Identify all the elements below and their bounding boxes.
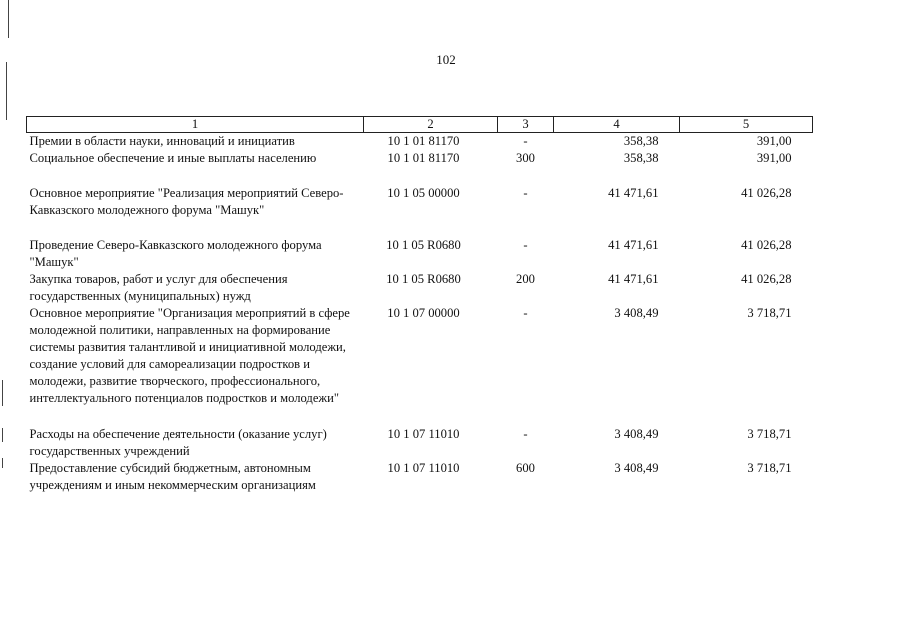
row-code: 10 1 05 R0680 (386, 238, 461, 252)
row-code: 10 1 05 R0680 (386, 272, 461, 286)
header-row (27, 117, 813, 133)
row-value-4: 3 408,49 (614, 306, 659, 320)
row-code: 10 1 07 00000 (387, 306, 460, 320)
page-number: 102 (436, 52, 456, 67)
row-code: 10 1 01 81170 (387, 134, 460, 148)
row-name: Основное мероприятие "Организация мероприятий в сфере молодежной политики, направленных на формирование системы развития талантливой и инициативной молодежи, создание условий для самореализации подростков и молодежи, развитие творческого, профессионального, интеллектуального потенциалов подростков и молодежи" (29, 306, 350, 405)
row-value-5: 391,00 (756, 134, 792, 148)
row-type: - (523, 238, 528, 252)
table-row (27, 237, 813, 271)
margin-mark (8, 0, 9, 38)
table-row (27, 271, 813, 305)
spacer-row (27, 167, 813, 185)
table-row (27, 133, 813, 151)
row-value-4: 41 471,61 (608, 238, 659, 252)
row-value-4: 41 471,61 (608, 186, 659, 200)
row-value-4: 3 408,49 (614, 427, 659, 441)
row-value-5: 41 026,28 (741, 238, 792, 252)
row-value-5: 3 718,71 (747, 461, 792, 475)
margin-mark (2, 380, 3, 406)
margin-mark (2, 428, 3, 442)
margin-mark (2, 458, 3, 468)
row-type: - (523, 134, 528, 148)
table-row (27, 305, 813, 407)
row-value-5: 41 026,28 (741, 186, 792, 200)
row-name: Социальное обеспечение и иные выплаты населению (29, 151, 317, 165)
row-value-5: 41 026,28 (741, 272, 792, 286)
row-type: - (523, 306, 528, 320)
row-name: Предоставление субсидий бюджетным, автономным учреждениям и иным некоммерческим организациям (29, 461, 316, 492)
row-value-5: 3 718,71 (747, 427, 792, 441)
row-value-4: 41 471,61 (608, 272, 659, 286)
margin-mark (6, 62, 7, 120)
row-value-4: 358,38 (623, 134, 659, 148)
spacer-row (27, 219, 813, 237)
row-value-4: 3 408,49 (614, 461, 659, 475)
row-value-5: 391,00 (756, 151, 792, 165)
budget-table (26, 116, 813, 494)
column-header: 2 (364, 117, 498, 133)
row-name: Закупка товаров, работ и услуг для обеспечения государственных (муниципальных) нужд (29, 272, 288, 303)
spacer-row (27, 407, 813, 426)
row-code: 10 1 07 11010 (387, 427, 460, 441)
row-code: 10 1 01 81170 (387, 151, 460, 165)
table-row (27, 185, 813, 219)
row-name: Основное мероприятие "Реализация мероприятий Северо-Кавказского молодежного форума "Машук" (29, 186, 344, 217)
row-name: Премии в области науки, инноваций и инициатив (29, 134, 295, 148)
row-value-5: 3 718,71 (747, 306, 792, 320)
row-type: - (523, 427, 528, 441)
row-type: 300 (516, 151, 535, 165)
column-header: 4 (554, 117, 680, 133)
row-code: 10 1 07 11010 (387, 461, 460, 475)
row-value-4: 358,38 (623, 151, 659, 165)
column-header: 5 (680, 117, 813, 133)
row-name: Расходы на обеспечение деятельности (оказание услуг) государственных учреждений (29, 427, 327, 458)
row-type: 200 (516, 272, 535, 286)
row-type: 600 (516, 461, 535, 475)
row-type: - (523, 186, 528, 200)
column-header: 1 (27, 117, 364, 133)
table-row (27, 460, 813, 494)
table-row (27, 426, 813, 460)
row-name: Проведение Северо-Кавказского молодежного форума "Машук" (29, 238, 322, 269)
column-header: 3 (498, 117, 554, 133)
table-row (27, 150, 813, 167)
row-code: 10 1 05 00000 (387, 186, 460, 200)
